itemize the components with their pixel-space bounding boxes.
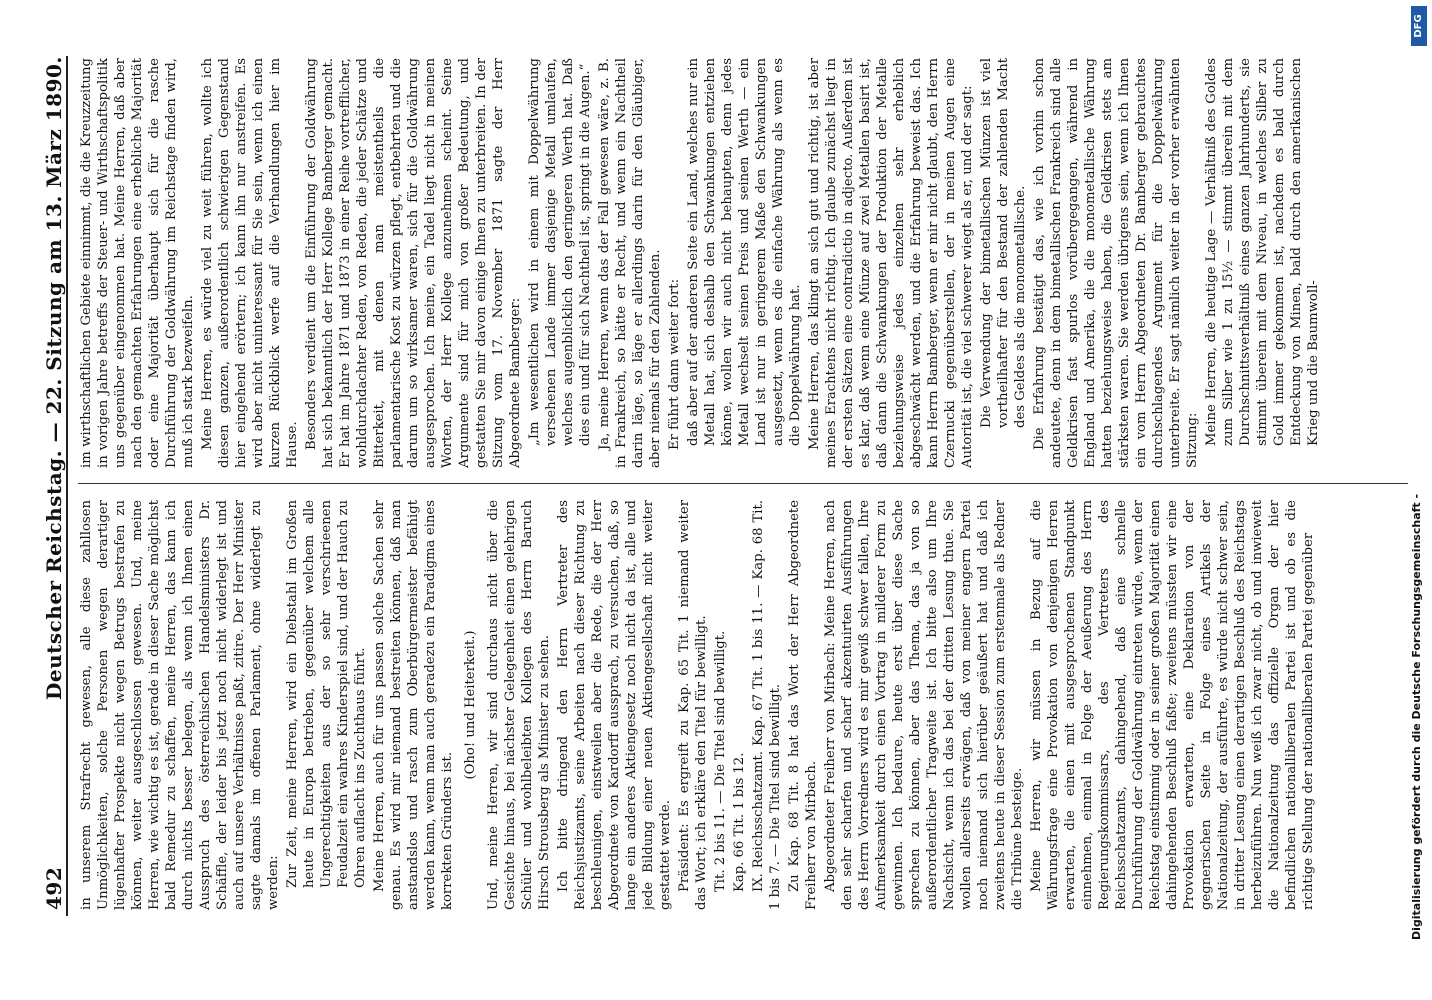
paragraph: Ich bitte dringend den Herrn Vertreter des Reichsjustizamts, seine Arbeiten nach dieser Richtung zu beschleunigen, einstweilen aber die Rede, die der Herr Abgeordnete von Kardorff aussprach, zu versuchen, daß, so lange ein anderes Aktiengesetz noch nicht da ist, alle und jede Bildung einer neuen Aktiengesellschaft nicht weiter gestattet werde. — [556, 500, 673, 910]
left-column — [78, 500, 1408, 910]
header-rule — [66, 56, 68, 916]
quote: Zur Zeit, meine Herren, wird ein Diebstahl im Großen heute in Europa betrieben, gegenüber welchem alle Ungerechtigkeiten aus der so sehr verschrieenen Feudalzeit ein wahres Kinderspiel sind, und der Hauch zu Ohren auflacht ins Zuchthaus führt. — [285, 500, 368, 888]
quote: „Im wesentlichen wird in einem mit Doppelwährung versehenen Lande immer dasjenige Metall umlaufen, welches augenblicklich den geringeren Werth hat. Daß dies ein und für sich Nachtheil ist, springt in die Augen.“ — [527, 58, 593, 446]
interjection: (Oho! und Heiterkeit.) — [463, 630, 478, 780]
paragraph: Besonders verdient um die Einführung der Goldwährung hat sich bekanntlich der Herr Kollege Bamberger gemacht. Er hat im Jahre 1871 und 1873 in einer Reihe vortrefflicher, wohldurchdachter Reden, von Reden, die jeder Schätze und Bitterkeit, mit denen man meistentheils die parlamentarische Kost zu würzen pflegt, entbehrten und die darum um so wirksamer waren, sich für die Goldwährung ausgesprochen. Ich meine, ein Tadel liegt nicht in meinen Worten, der Herr Kollege anzunehmen scheint. Seine Argumente sind für mich von großer Bedeutung, und gestatten Sie mir davon einige Ihnen zu unterbreiten. In der Sitzung vom 17. November 1871 sagte der Herr Abgeordnete Bamberger: — [304, 58, 523, 468]
paragraph: Er führt dann weiter fort: — [667, 278, 682, 450]
paragraph: Tit. 2 bis 11. — Die Titel sind bewilligt. — [713, 630, 728, 892]
paragraph: im wirthschaftlichen Gebiete einnimmt, die die Kreuzzeitung in vorigen Jahre betreffs der Steuer- und Wirthschaftspolitik uns gegenüber eingenommen hat. Meine Herren, daß aber nach den gemachten Erfahrungen eine erhebliche Majorität oder eine Majorität überhaupt sich für die rasche Durchführung der Goldwährung im Reichstage finden wird, muß ich stark bezweifeln. — [79, 58, 196, 468]
speaker-paragraph: Abgeordneter Freiherr von Mirbach: Meine Herren, nach den sehr scharfen und scharf akzentuirten Ausführungen des Herrn Vorredners wird es mir gewiß schwer fallen, Ihre Aufmerksamkeit durch einen Vortrag in milderer Form zu gewinnen. Ich bedaure, heute erst über diese Sache sprechen zu können, aber das Thema, das ja von so außerordentlicher Tragweite ist. Ich bitte also um Ihre Nachsicht, wenn ich das bei der dritten Lesung thue. Sie wollen allerseits erwägen, daß von meiner engern Partei noch niemand sich hierüber geäußert hat und daß ich zweitens heute in dieser Session zum erstenmale als Redner die Tribüne besteige. — [823, 500, 1025, 910]
paragraph: Meine Herren, auch für uns passen solche Sachen sehr genau. Es wird mir niemand bestreiten können, daß man anstandslos und rasch zum Oberbürgermeister befähigt werden kann, wenn man auch geradezu ein Paradigma eines korrekten Gründers ist. — [372, 500, 455, 910]
speaker-paragraph: Präsident: Es ergreift zu Kap. 65 Tit. 1 niemand weiter das Wort; ich erkläre den Titel für bewilligt. — [677, 500, 709, 910]
quote: daß aber auf der anderen Seite ein Land, welches nur ein Metall hat, sich deshalb den Schwankungen entziehen könne, wollen wir auch nicht behaupten, denn jedes Metall wechselt seinen Preis und seinen Werth — ein Land ist nur in geringerem Maße den Schwankungen ausgesetzt, wenn es die einfache Währung als wenn es die Doppelwährung hat. — [686, 58, 803, 446]
right-column — [78, 58, 1408, 468]
paragraph: Meine Herren, das klingt an sich gut und richtig, ist aber meines Erachtens nicht richtig. Ich glaube zunächst liegt in der ersten Sätzen eine contradictio in adjecto. Außerdem ist es klar, daß wenn eine Münze auf zwei Metallen basirt ist, daß dann die Schwankungen der Produktion der Metalle beziehungsweise jedes einzelnen sehr erheblich abgeschwächt werden, und die Erfahrung beweist das. Ich kann Herrn Bamberger, wenn er mir nicht glaubt, den Herrn Czernucki gegenüberstellen, der in meinen Augen eine Autorität ist, die viel schwerer wiegt als er, und der sagt: — [807, 58, 975, 468]
running-title: Deutscher Reichstag. — 22. Sitzung am 13. März 1890. — [42, 56, 66, 700]
paragraph: IX. Reichsschatzamt. Kap. 67 Tit. 1 bis 11. — Kap. 68 Tit. 1 bis 7. — Die Titel sind bewilligt. — [751, 500, 783, 910]
quote: Die Verwendung der bimetallischen Münzen ist viel vortheilhafter für den Bestand der zahlenden Macht des Geldes als die monometallische. — [979, 58, 1028, 428]
digitization-notice — [1396, 60, 1423, 940]
paragraph: Und, meine Herren, wir sind durchaus nicht über die Gesichte hinaus, bei nächster Gelegenheit einen gelehrigen Schüler und wohlbeleibten Kollegen des Herrn Baruch Hirsch Strousberg als Minister zu sehen. — [486, 500, 552, 910]
paragraph: Meine Herren, wir müssen in Bezug auf die Währungsfrage eine Provokation von denjenigen Herren erwarten, die einen mit ausgesprochenen Standpunkt einnehmen, einmal in Folge der Aeußerung des Herrn Regierungskommissars, des Vertreters des Reichsschatzamts, dahingehend, daß eine schnelle Durchführung der Goldwährung eintreten würde, wenn der Reichstag einstimmig oder in seiner großen Majorität einen dahingehenden Beschluß faßte; zweitens müssten wir eine Provokation erwarten, eine Deklaration von der gegnerischen Seite in Folge eines Artikels der Nationalzeitung, der ausführte, es würde nicht schwer sein, in dritter Lesung einen derartigen Beschluß des Reichstags herbeizuführen. Nun weiß ich zwar nicht, ob und inwieweit die Nationalzeitung das offizielle Organ der hier befindlichen nationalliberalen Partei ist und ob es die richtige Stellung der nationalliberalen Partei gegenüber — [1029, 500, 1316, 910]
paragraph: Zu Kap. 68 Tit. 8 hat das Wort der Herr Abgeordnete Freiherr von Mirbach. — [787, 500, 819, 910]
paragraph: Meine Herren, es würde viel zu weit führen, wollte ich diesen ganzen, außerordentlich schwierigen Gegenstand hier eingehend erörtern; ich kann ihn nur anstreifen. Es wird aber nicht uninteressant für Sie sein, wenn ich einen kurzen Rückblick werfe auf die Verhandlungen hier im Hause. — [200, 58, 300, 468]
paragraph: Kap. 66 Tit. 1 bis 12. — [732, 752, 747, 892]
dfg-logo — [1411, 6, 1427, 46]
page-number: 492 — [42, 866, 66, 910]
quote: Meine Herren, die heutige Lage — Verhältniß des Goldes zum Silber wie 1 zu 15½ — stimmt überein mit dem Durchschnittsverhältniß eines ganzen Jahrhunderts, sie stimmt überein mit dem Niveau, in welches Silber zu Gold immer gekommen ist, nachdem es bald durch Entdeckung von Minen, bald durch den amerikanischen Krieg und die Baumwoll- — [1204, 58, 1321, 446]
column-divider — [78, 483, 1408, 484]
digitization-notice-text: Digitalisierung gefördert durch die Deutsche Forschungsgemeinschaft - — [1410, 493, 1423, 940]
paragraph: Ja, meine Herren, wenn das der Fall gewesen wäre, z. B. in Frankreich, so hätte er Recht, und wenn ein Nachtheil darin läge, so läge er allerdings darin für den Gläubiger, aber niemals für den Zahlenden. — [597, 58, 663, 468]
paragraph: Die Erfahrung bestätigt das, wie ich vorhin schon andeutete, denn in dem bimetallischen Frankreich sind alle Geldkrisen fast spurlos vorübergegangen, während in England und Amerika, die die monometallische Währung hatten beziehungsweise haben, die Geldkrisen stets am stärksten waren. Sie werden übrigens sein, wenn ich Ihnen ein vom Herrn Abgeordneten Dr. Bamberger gebrauchtes durchschlagendes Argument für die Doppelwährung unterbreite. Er sagt nämlich weiter in der vorher erwähnten Sitzung: — [1032, 58, 1200, 468]
paragraph: in unserem Strafrecht gewesen, alle diese zahllosen Unmöglichkeiten, solche Personen wegen derartiger lügenhafter Prospekte nicht wegen Betrugs bestrafen zu können, weiter ausgeschlossen gewesen. Und, meine Herren, wie wichtig es ist, gerade in dieser Sache möglichst bald Remedur zu schaffen, meine Herren, das kann ich durch nichts besser belegen, als wenn ich Ihnen einen Ausspruch des österreichischen Handelsministers Dr. Schäffle, der leider bis jetzt noch nicht widerlegt ist und auch auf unsere Verhältnisse paßt, zitire. Der Herr Minister sagte damals im offenen Parlament, ohne widerlegt zu werden: — [79, 500, 281, 910]
dfg-logo-text: DFG — [1413, 14, 1424, 38]
